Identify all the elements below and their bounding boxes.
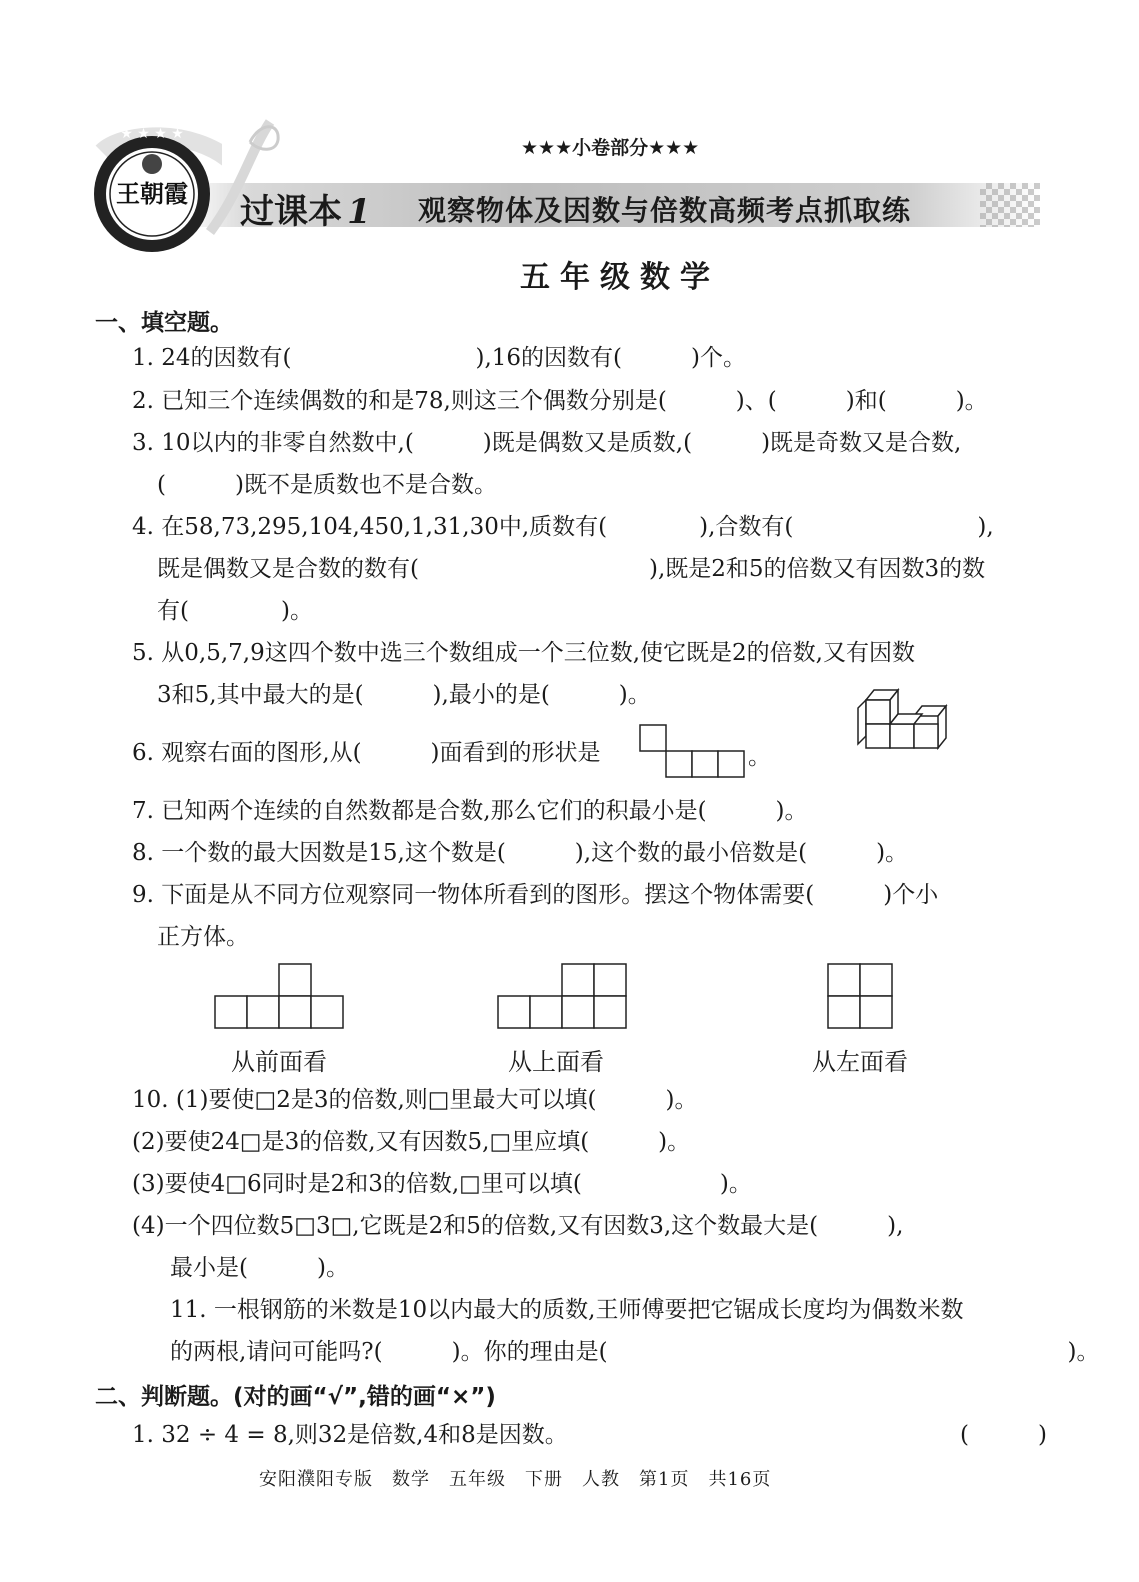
svg-text:★ ★ ★ ★: ★ ★ ★ ★: [120, 126, 184, 142]
view-label-left: 从左面看: [812, 1048, 908, 1076]
question-line: 的两根,请问可能吗?( )。你的理由是( )。: [170, 1339, 1100, 1365]
question-line: 4. 在58,73,295,104,450,1,31,30中,质数有( ),合数有( ),: [132, 514, 994, 540]
front-view-figure: [213, 962, 347, 1032]
question-line: 5. 从0,5,7,9这四个数中选三个数组成一个三位数,使它既是2的倍数,又有因数: [132, 640, 915, 666]
cube-stack-figure: [852, 688, 952, 750]
question-line-end: 。: [748, 744, 771, 770]
question-line: 有( )。: [157, 598, 313, 624]
view-label-front: 从前面看: [231, 1048, 327, 1076]
question-line: 1. 24的因数有( ),16的因数有( )个。: [132, 345, 746, 371]
question-line: ( )既不是质数也不是合数。: [157, 472, 497, 498]
question-line: 3. 10以内的非零自然数中,( )既是偶数又是质数,( )既是奇数又是合数,: [132, 430, 962, 456]
svg-text:王朝霞: 王朝霞: [116, 179, 188, 208]
page-title: [240, 184, 371, 233]
view-shape-figure: [638, 723, 750, 779]
kicker-label: ★★★小卷部分★★★: [521, 137, 700, 159]
question-line: 2. 已知三个连续偶数的和是78,则这三个偶数分别是( )、( )和( )。: [132, 388, 988, 414]
section-heading-fill-blank: 一、填空题。: [95, 310, 233, 336]
question-line: 7. 已知两个连续的自然数都是合数,那么它们的积最小是( )。: [132, 798, 808, 824]
view-label-top: 从上面看: [508, 1048, 604, 1076]
question-line: (3)要使4□6同时是2和3的倍数,□里可以填( )。: [132, 1171, 752, 1197]
title-prefix: 过课本: [240, 192, 342, 232]
title-topic: 观察物体及因数与倍数高频考点抓取练: [418, 194, 912, 227]
question-line: (4)一个四位数5□3□,它既是2和5的倍数,又有因数3,这个数最大是( ),: [132, 1213, 904, 1239]
page-footer: 安阳濮阳专版 数学 五年级 下册 人教 第1页 共16页: [259, 1469, 772, 1490]
question-line: 6. 观察右面的图形,从( )面看到的形状是: [132, 740, 601, 766]
left-view-figure: [826, 962, 896, 1032]
question-line: 既是偶数又是合数的数有( ),既是2和5的倍数又有因数3的数: [157, 556, 986, 582]
question-line: 9. 下面是从不同方位观察同一物体所看到的图形。摆这个物体需要( )个小: [132, 882, 939, 908]
question-line: 3和5,其中最大的是( ),最小的是( )。: [157, 682, 651, 708]
title-number: 1: [347, 192, 371, 232]
question-line: 10. (1)要使□2是3的倍数,则□里最大可以填( )。: [132, 1087, 698, 1113]
question-line: 11. 一根钢筋的米数是10以内最大的质数,王师傅要把它锯成长度均为偶数米数: [170, 1297, 964, 1323]
question-line: 8. 一个数的最大因数是15,这个数是( ),这个数的最小倍数是( )。: [132, 840, 909, 866]
subtitle: 五年级数学: [520, 260, 720, 295]
question-line: 最小是( )。: [170, 1255, 349, 1281]
answer-box: ( ): [960, 1422, 1047, 1448]
question-line: 1. 32 ÷ 4 = 8,则32是倍数,4和8是因数。: [132, 1422, 568, 1448]
question-line: 正方体。: [157, 924, 249, 950]
question-line: (2)要使24□是3的倍数,又有因数5,□里应填( )。: [132, 1129, 691, 1155]
section-heading-true-false: 二、判断题。(对的画“√”,错的画“×”): [95, 1384, 496, 1410]
top-view-figure: [496, 962, 630, 1032]
